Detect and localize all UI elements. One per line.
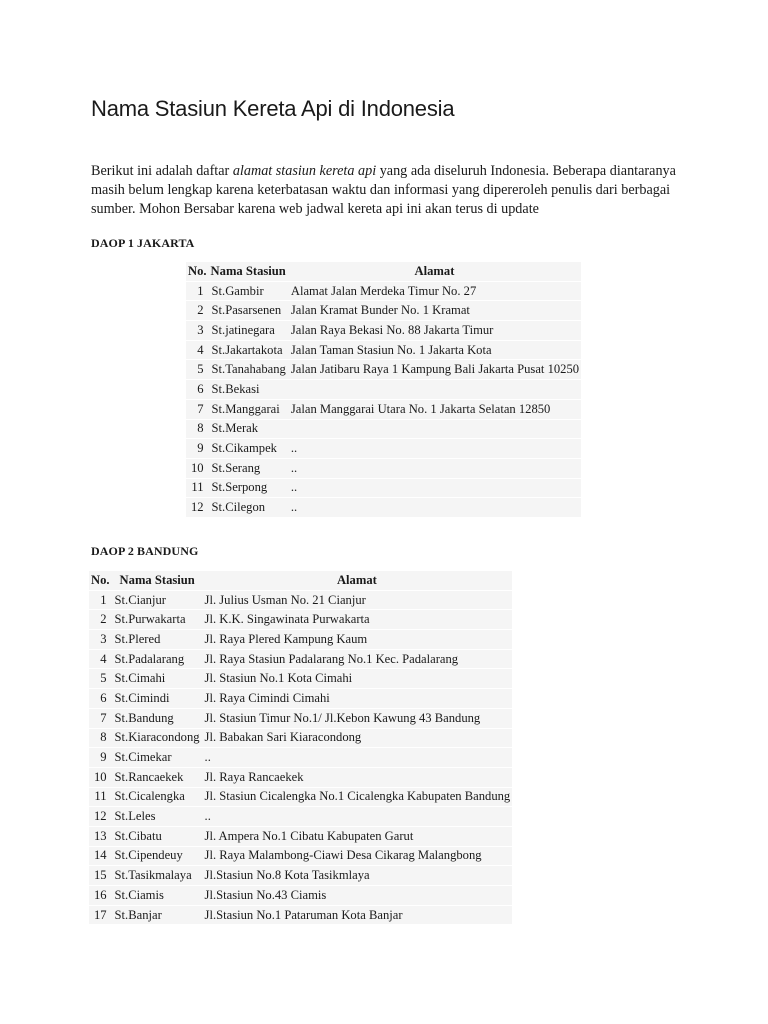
row-number: 1 [89, 590, 112, 610]
station-name: St.Cilegon [209, 497, 288, 517]
row-number: 2 [89, 609, 112, 629]
station-address: Jl. Raya Rancaekek [202, 767, 513, 787]
station-address: Jl. Stasiun Timur No.1/ Jl.Kebon Kawung 43 Bandung [202, 708, 513, 728]
table-row [89, 668, 512, 688]
intro-paragraph [91, 162, 679, 219]
station-name: St.Serang [209, 458, 288, 478]
row-number: 7 [186, 399, 209, 419]
row-number: 7 [89, 708, 112, 728]
station-address: Jl. Julius Usman No. 21 Cianjur [202, 590, 513, 610]
column-header-address: Alamat [288, 262, 581, 281]
table-row [89, 728, 512, 748]
station-name: St.Cimekar [112, 747, 202, 767]
row-number: 13 [89, 826, 112, 846]
station-name: St.Tanahabang [209, 359, 288, 379]
table-row [186, 458, 581, 478]
row-number: 1 [186, 281, 209, 301]
station-name: St.Tasikmalaya [112, 865, 202, 885]
station-address: Jalan Manggarai Utara No. 1 Jakarta Selatan 12850 [288, 399, 581, 419]
table-row [89, 826, 512, 846]
table-row [89, 649, 512, 669]
station-address: .. [288, 497, 581, 517]
station-address: Jalan Raya Bekasi No. 88 Jakarta Timur [288, 320, 581, 340]
station-name: St.Bekasi [209, 379, 288, 399]
station-name: St.Cikampek [209, 438, 288, 458]
station-address: Jl. Babakan Sari Kiaracondong [202, 728, 513, 748]
intro-text-after: yang ada diseluruh Indonesia. Beberapa diantaranya masih belum lengkap karena keterbatasan waktu dan informasi yang dipereroleh penulis dari berbagai sumber. Mohon Bersabar karena web jadwal kereta api ini akan terus di update [91, 163, 676, 217]
row-number: 17 [89, 905, 112, 925]
station-name: St.Merak [209, 419, 288, 439]
station-address: Jalan Taman Stasiun No. 1 Jakarta Kota [288, 340, 581, 360]
table-row [89, 590, 512, 610]
column-header-address: Alamat [202, 571, 513, 590]
table-row [89, 629, 512, 649]
table-row [186, 359, 581, 379]
station-address: .. [288, 458, 581, 478]
station-address: Jl. Raya Plered Kampung Kaum [202, 629, 513, 649]
table-row [186, 438, 581, 458]
table-row [89, 688, 512, 708]
station-name: St.Padalarang [112, 649, 202, 669]
station-name: St.Cibatu [112, 826, 202, 846]
row-number: 10 [186, 458, 209, 478]
column-header-no: No. [89, 571, 112, 590]
row-number: 6 [186, 379, 209, 399]
daop2-table-body [89, 590, 512, 925]
row-number: 11 [89, 787, 112, 807]
row-number: 2 [186, 300, 209, 320]
daop1-table-body [186, 281, 581, 517]
station-name: St.jatinegara [209, 320, 288, 340]
row-number: 6 [89, 688, 112, 708]
column-header-station: Nama Stasiun [112, 571, 202, 590]
station-address: Jalan Jatibaru Raya 1 Kampung Bali Jakarta Pusat 10250 [288, 359, 581, 379]
station-name: St.Leles [112, 806, 202, 826]
station-name: St.Banjar [112, 905, 202, 925]
station-address: Jl.Stasiun No.1 Pataruman Kota Banjar [202, 905, 513, 925]
station-address: .. [288, 478, 581, 498]
table-header-row [186, 262, 581, 281]
table-row [89, 846, 512, 866]
station-address: Jl. Raya Stasiun Padalarang No.1 Kec. Padalarang [202, 649, 513, 669]
station-name: St.Cianjur [112, 590, 202, 610]
table-row [186, 300, 581, 320]
station-name: St.Cipendeuy [112, 846, 202, 866]
intro-italic-link: alamat stasiun kereta api [232, 163, 377, 179]
station-address: Jl. Stasiun Cicalengka No.1 Cicalengka Kabupaten Bandung [202, 787, 513, 807]
station-address: Jl. Ampera No.1 Cibatu Kabupaten Garut [202, 826, 513, 846]
row-number: 9 [186, 438, 209, 458]
table-header-row [89, 571, 512, 590]
row-number: 16 [89, 885, 112, 905]
daop2-heading: DAOP 2 BANDUNG [91, 544, 199, 558]
station-address: Jl.Stasiun No.43 Ciamis [202, 885, 513, 905]
row-number: 5 [186, 359, 209, 379]
table-row [89, 806, 512, 826]
table-row [186, 379, 581, 399]
column-header-no: No. [186, 262, 209, 281]
station-address: Alamat Jalan Merdeka Timur No. 27 [288, 281, 581, 301]
row-number: 11 [186, 478, 209, 498]
table-row [186, 320, 581, 340]
station-address: Jl. Stasiun No.1 Kota Cimahi [202, 668, 513, 688]
station-name: St.Cicalengka [112, 787, 202, 807]
table-row [89, 747, 512, 767]
table-row [186, 478, 581, 498]
table-row [186, 340, 581, 360]
row-number: 3 [186, 320, 209, 340]
station-name: St.Rancaekek [112, 767, 202, 787]
station-address: Jl.Stasiun No.8 Kota Tasikmlaya [202, 865, 513, 885]
row-number: 3 [89, 629, 112, 649]
station-address [288, 379, 581, 399]
page-title: Nama Stasiun Kereta Api di Indonesia [91, 96, 455, 121]
station-name: St.Gambir [209, 281, 288, 301]
row-number: 14 [89, 846, 112, 866]
station-address: .. [288, 438, 581, 458]
column-header-station: Nama Stasiun [209, 262, 288, 281]
row-number: 4 [186, 340, 209, 360]
table-row [89, 787, 512, 807]
station-name: St.Cimahi [112, 668, 202, 688]
row-number: 5 [89, 668, 112, 688]
row-number: 10 [89, 767, 112, 787]
station-address: .. [202, 806, 513, 826]
row-number: 8 [186, 419, 209, 439]
table-row [186, 281, 581, 301]
station-name: St.Purwakarta [112, 609, 202, 629]
station-name: St.Kiaracondong [112, 728, 202, 748]
row-number: 12 [186, 497, 209, 517]
station-name: St.Plered [112, 629, 202, 649]
station-name: St.Cimindi [112, 688, 202, 708]
station-address [288, 419, 581, 439]
station-name: St.Pasarsenen [209, 300, 288, 320]
table-row [89, 767, 512, 787]
station-address: Jl. Raya Malambong-Ciawi Desa Cikarag Malangbong [202, 846, 513, 866]
station-name: St.Jakartakota [209, 340, 288, 360]
station-name: St.Ciamis [112, 885, 202, 905]
station-name: St.Serpong [209, 478, 288, 498]
table-row [89, 708, 512, 728]
table-row [89, 609, 512, 629]
daop1-heading: DAOP 1 JAKARTA [91, 236, 195, 250]
station-name: St.Bandung [112, 708, 202, 728]
station-address: Jl. K.K. Singawinata Purwakarta [202, 609, 513, 629]
table-row [186, 497, 581, 517]
intro-text-before: Berikut ini adalah daftar [91, 163, 233, 179]
table-row [89, 865, 512, 885]
daop2-station-table [89, 571, 512, 924]
station-address: Jl. Raya Cimindi Cimahi [202, 688, 513, 708]
table-row [186, 399, 581, 419]
row-number: 4 [89, 649, 112, 669]
table-row [89, 905, 512, 925]
table-row [89, 885, 512, 905]
station-address: Jalan Kramat Bunder No. 1 Kramat [288, 300, 581, 320]
daop1-station-table [186, 262, 581, 517]
row-number: 15 [89, 865, 112, 885]
row-number: 8 [89, 728, 112, 748]
station-address: .. [202, 747, 513, 767]
station-name: St.Manggarai [209, 399, 288, 419]
table-row [186, 419, 581, 439]
row-number: 12 [89, 806, 112, 826]
row-number: 9 [89, 747, 112, 767]
